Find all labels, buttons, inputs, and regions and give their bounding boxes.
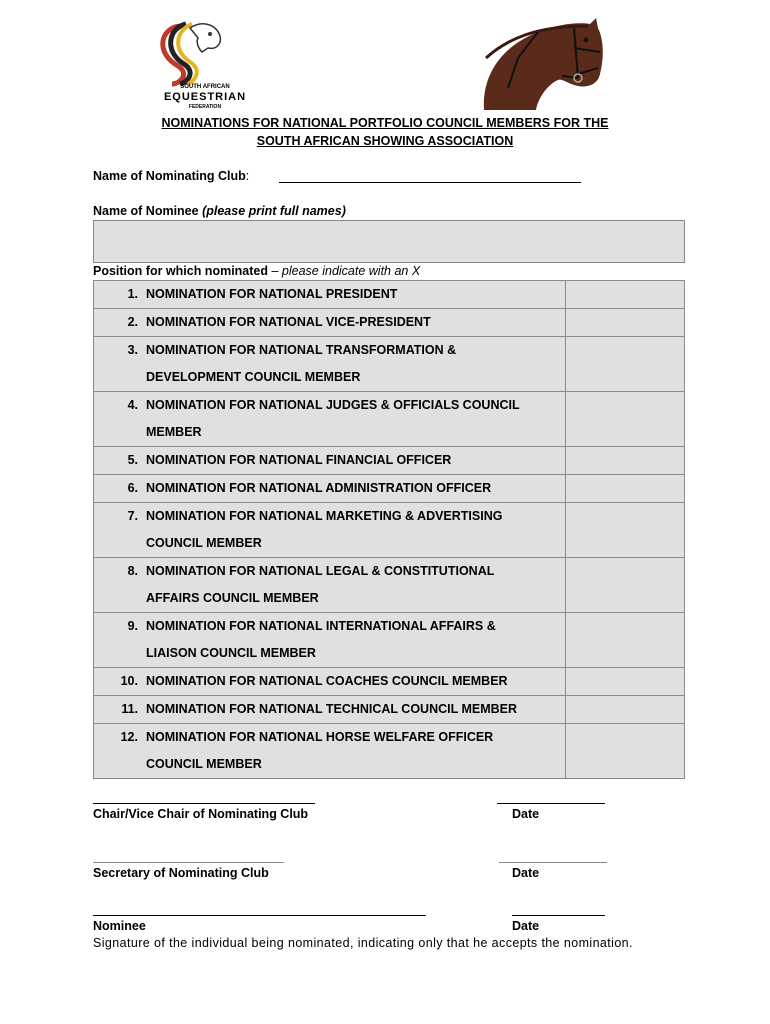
position-text — [146, 392, 565, 446]
position-label-hint: – please indicate with an X — [271, 264, 421, 278]
position-row — [94, 281, 685, 309]
position-number: 5. — [127, 453, 138, 467]
position-text-line: NOMINATION FOR NATIONAL INTERNATIONAL AFFAIRS & — [146, 619, 496, 633]
position-row — [94, 668, 685, 696]
position-item — [94, 503, 566, 558]
logo-line-federation: FEDERATION — [188, 104, 222, 110]
position-text — [146, 503, 565, 557]
chair-date-line[interactable] — [497, 803, 605, 804]
secretary-signature-line[interactable] — [93, 862, 284, 863]
position-mark-box[interactable] — [566, 613, 685, 668]
chair-label: Chair/Vice Chair of Nominating Club — [93, 807, 309, 821]
equestrian-horse-logo-icon — [150, 18, 260, 88]
position-mark-box[interactable] — [566, 668, 685, 696]
position-row — [94, 558, 685, 613]
page-title-line-2: SOUTH AFRICAN SHOWING ASSOCIATION — [256, 134, 514, 148]
nominee-date-label: Date — [512, 919, 540, 933]
position-number: 8. — [127, 564, 138, 578]
position-mark-box[interactable] — [566, 503, 685, 558]
horse-head-icon — [478, 18, 608, 110]
position-row — [94, 696, 685, 724]
position-mark-box[interactable] — [566, 392, 685, 447]
position-number: 10. — [120, 674, 138, 688]
position-mark-box[interactable] — [566, 337, 685, 392]
logo-line-south-african: SOUTH AFRICAN — [180, 84, 230, 90]
position-label — [93, 264, 420, 278]
nominee-signature-line[interactable] — [93, 915, 426, 916]
position-number: 3. — [127, 343, 138, 357]
position-text — [146, 668, 565, 695]
position-text — [146, 696, 565, 723]
position-item — [94, 613, 566, 668]
position-item — [94, 558, 566, 613]
secretary-date-label: Date — [512, 866, 540, 880]
saef-logo — [150, 18, 260, 110]
position-text-line: MEMBER — [146, 425, 202, 439]
position-item — [94, 309, 566, 337]
position-item — [94, 475, 566, 503]
position-item — [94, 337, 566, 392]
nominee-date-line[interactable] — [512, 915, 605, 916]
signature-note: Signature of the individual being nominated, indicating only that he accepts the nomination. — [93, 936, 633, 950]
position-row — [94, 309, 685, 337]
positions-table — [93, 280, 685, 779]
position-text-line: COUNCIL MEMBER — [146, 757, 262, 771]
position-text — [146, 475, 565, 502]
secretary-date-line[interactable] — [499, 862, 607, 863]
position-text-line: NOMINATION FOR NATIONAL COACHES COUNCIL MEMBER — [146, 674, 508, 688]
position-mark-box[interactable] — [566, 281, 685, 309]
position-row — [94, 392, 685, 447]
position-text-line: NOMINATION FOR NATIONAL VICE-PRESIDENT — [146, 315, 431, 329]
position-text-line: LIAISON COUNCIL MEMBER — [146, 646, 316, 660]
position-number: 7. — [127, 509, 138, 523]
position-text-line: AFFAIRS COUNCIL MEMBER — [146, 591, 319, 605]
position-text — [146, 613, 565, 667]
position-mark-box[interactable] — [566, 447, 685, 475]
club-name-field[interactable] — [279, 182, 581, 183]
position-number: 6. — [127, 481, 138, 495]
position-mark-box[interactable] — [566, 558, 685, 613]
chair-signature-line[interactable] — [93, 803, 315, 804]
position-text — [146, 309, 565, 336]
position-number: 11. — [121, 702, 138, 716]
position-row — [94, 503, 685, 558]
club-label — [93, 169, 249, 183]
position-number: 12. — [120, 730, 138, 744]
position-row — [94, 613, 685, 668]
secretary-label: Secretary of Nominating Club — [93, 866, 269, 880]
position-row — [94, 475, 685, 503]
position-text-line: NOMINATION FOR NATIONAL LEGAL & CONSTITUTIONAL — [146, 564, 495, 578]
position-label-text: Position for which nominated — [93, 264, 268, 278]
nominee-label — [93, 204, 346, 218]
position-text — [146, 337, 565, 391]
position-row — [94, 337, 685, 392]
position-item — [94, 696, 566, 724]
chair-date-label: Date — [512, 807, 540, 821]
horse-head-image — [478, 18, 608, 110]
position-number: 9. — [127, 619, 138, 633]
nominee-label-hint: (please print full names) — [202, 204, 346, 218]
position-item — [94, 668, 566, 696]
position-text-line: NOMINATION FOR NATIONAL FINANCIAL OFFICER — [146, 453, 452, 467]
position-mark-box[interactable] — [566, 309, 685, 337]
position-text — [146, 281, 565, 308]
position-mark-box[interactable] — [566, 475, 685, 503]
position-number: 2. — [127, 315, 138, 329]
position-item — [94, 724, 566, 779]
position-text — [146, 724, 565, 778]
position-text — [146, 558, 565, 612]
position-text-line: NOMINATION FOR NATIONAL HORSE WELFARE OFFICER — [146, 730, 494, 744]
position-text-line: NOMINATION FOR NATIONAL MARKETING & ADVERTISING — [146, 509, 503, 523]
position-text-line: NOMINATION FOR NATIONAL JUDGES & OFFICIALS COUNCIL — [146, 398, 520, 412]
nominee-sig-label: Nominee — [93, 919, 146, 933]
page-title-line-1: NOMINATIONS FOR NATIONAL PORTFOLIO COUNCIL MEMBERS FOR THE — [161, 116, 609, 130]
position-text-line: NOMINATION FOR NATIONAL PRESIDENT — [146, 287, 398, 301]
position-row — [94, 724, 685, 779]
position-mark-box[interactable] — [566, 724, 685, 779]
position-text-line: NOMINATION FOR NATIONAL ADMINISTRATION OFFICER — [146, 481, 492, 495]
position-text-line: DEVELOPMENT COUNCIL MEMBER — [146, 370, 361, 384]
logo-line-equestrian: EQUESTRIAN — [163, 91, 247, 103]
position-text-line: COUNCIL MEMBER — [146, 536, 262, 550]
position-item — [94, 447, 566, 475]
position-number: 4. — [127, 398, 138, 412]
position-text — [146, 447, 565, 474]
position-text-line: NOMINATION FOR NATIONAL TECHNICAL COUNCIL MEMBER — [146, 702, 518, 716]
nominee-label-text: Name of Nominee — [93, 204, 199, 218]
position-mark-box[interactable] — [566, 696, 685, 724]
club-label-text: Name of Nominating Club — [93, 169, 246, 183]
club-label-colon: : — [245, 169, 250, 183]
nominee-name-field[interactable] — [93, 220, 685, 263]
position-item — [94, 281, 566, 309]
position-item — [94, 392, 566, 447]
position-number: 1. — [127, 287, 138, 301]
position-text-line: NOMINATION FOR NATIONAL TRANSFORMATION & — [146, 343, 457, 357]
position-row — [94, 447, 685, 475]
